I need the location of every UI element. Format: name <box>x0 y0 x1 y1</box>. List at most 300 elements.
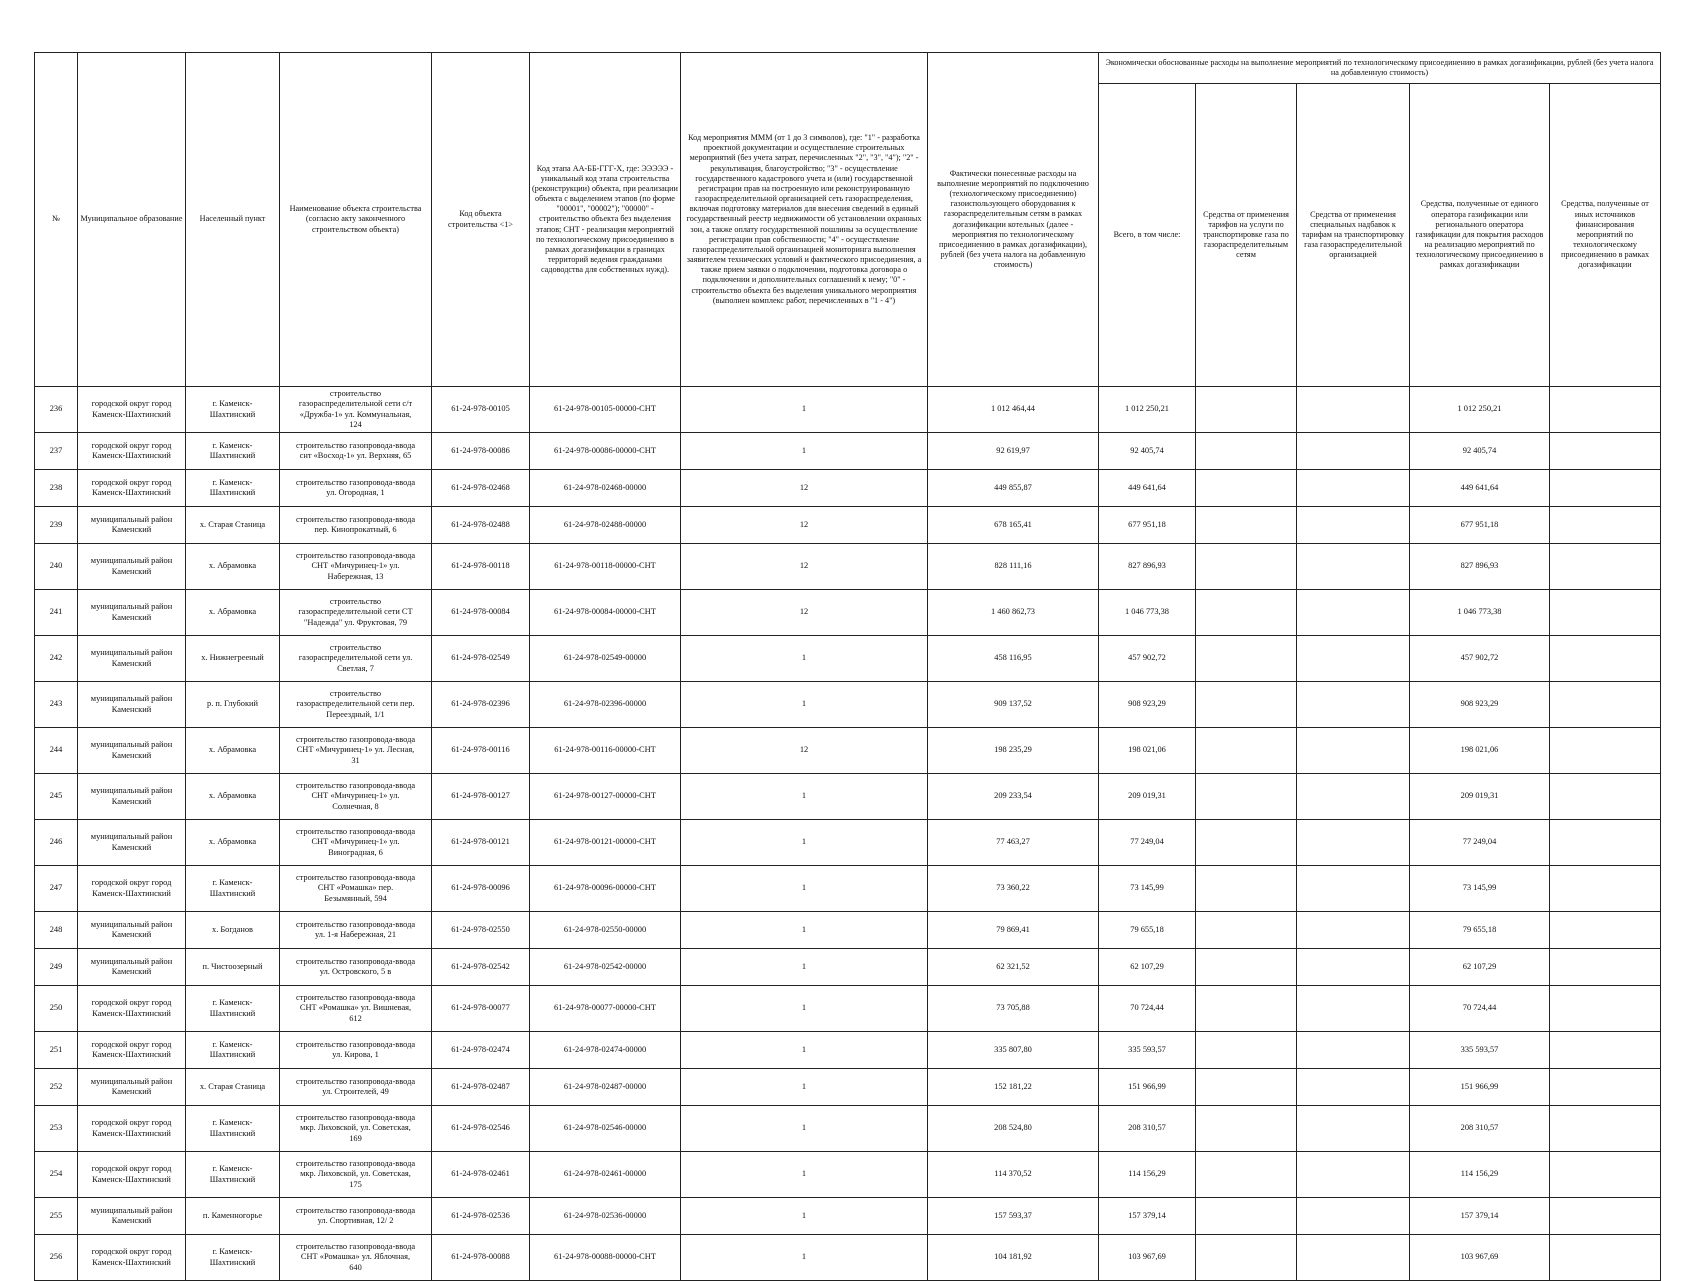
cell-markups <box>1297 636 1410 682</box>
cell-stage-code: 61-24-978-00121-00000-СНТ <box>530 820 681 866</box>
cell-tariffs <box>1196 1106 1297 1152</box>
costs-table <box>34 52 1661 1281</box>
cell-object-code: 61-24-978-02461 <box>432 1152 530 1198</box>
table-row <box>35 544 1661 590</box>
cell-stage-code: 61-24-978-02396-00000 <box>530 682 681 728</box>
cell-other-funds <box>1550 470 1661 507</box>
cell-num: 244 <box>35 728 78 774</box>
cell-municipality: муниципальный район Каменский <box>78 949 186 986</box>
cell-municipality: муниципальный район Каменский <box>78 544 186 590</box>
header-total: Всего, в том числе: <box>1099 84 1196 387</box>
cell-municipality: городской округ город Каменск-Шахтинский <box>78 866 186 912</box>
cell-municipality: муниципальный район Каменский <box>78 774 186 820</box>
cell-markups <box>1297 866 1410 912</box>
cell-other-funds <box>1550 728 1661 774</box>
cell-object-code: 61-24-978-02474 <box>432 1032 530 1069</box>
cell-num: 250 <box>35 986 78 1032</box>
table-header <box>35 53 1661 387</box>
cell-total: 335 593,57 <box>1099 1032 1196 1069</box>
cell-other-funds <box>1550 544 1661 590</box>
cell-object-code: 61-24-978-02487 <box>432 1069 530 1106</box>
cell-operator-funds: 73 145,99 <box>1410 866 1550 912</box>
cell-event-code: 1 <box>681 682 928 728</box>
cell-event-code: 1 <box>681 866 928 912</box>
cell-actual-costs: 909 137,52 <box>928 682 1099 728</box>
cell-actual-costs: 152 181,22 <box>928 1069 1099 1106</box>
cell-stage-code: 61-24-978-00116-00000-СНТ <box>530 728 681 774</box>
cell-other-funds <box>1550 507 1661 544</box>
cell-locality: х. Старая Станица <box>186 507 280 544</box>
cell-total: 457 902,72 <box>1099 636 1196 682</box>
table-row <box>35 774 1661 820</box>
cell-stage-code: 61-24-978-02536-00000 <box>530 1198 681 1235</box>
cell-municipality: городской округ город Каменск-Шахтинский <box>78 986 186 1032</box>
cell-locality: х. Абрамовка <box>186 728 280 774</box>
header-num: № <box>35 53 78 387</box>
cell-stage-code: 61-24-978-02474-00000 <box>530 1032 681 1069</box>
cell-actual-costs: 209 233,54 <box>928 774 1099 820</box>
cell-operator-funds: 70 724,44 <box>1410 986 1550 1032</box>
cell-actual-costs: 157 593,37 <box>928 1198 1099 1235</box>
cell-object-code: 61-24-978-00116 <box>432 728 530 774</box>
cell-municipality: муниципальный район Каменский <box>78 912 186 949</box>
report-sheet <box>34 52 1661 1281</box>
cell-total: 677 951,18 <box>1099 507 1196 544</box>
table-row <box>35 682 1661 728</box>
cell-actual-costs: 1 460 862,73 <box>928 590 1099 636</box>
cell-municipality: городской округ город Каменск-Шахтинский <box>78 1152 186 1198</box>
cell-event-code: 1 <box>681 387 928 433</box>
table-row <box>35 986 1661 1032</box>
cell-stage-code: 61-24-978-02487-00000 <box>530 1069 681 1106</box>
cell-event-code: 1 <box>681 636 928 682</box>
cell-stage-code: 61-24-978-00096-00000-СНТ <box>530 866 681 912</box>
cell-object-code: 61-24-978-02488 <box>432 507 530 544</box>
cell-operator-funds: 103 967,69 <box>1410 1235 1550 1281</box>
cell-markups <box>1297 774 1410 820</box>
cell-markups <box>1297 387 1410 433</box>
cell-num: 240 <box>35 544 78 590</box>
cell-num: 253 <box>35 1106 78 1152</box>
cell-other-funds <box>1550 682 1661 728</box>
table-row <box>35 507 1661 544</box>
cell-locality: г. Каменск- Шахтинский <box>186 470 280 507</box>
header-stage-code: Код этапа АА-ББ-ГГГ-Х, где: ЭЭЭЭЭ - уникальный код этапа строительства (реконструкции) объекта, при реализации объекта с выделением этапов (по форме "00001", "00002"); "00000" - строительство объекта без выделения этапов; СНТ - реализация мероприятий по технологическому присоединению в рамках догазификации в границах территорий ведения гражданами садоводства для собственных нужд). <box>530 53 681 387</box>
cell-other-funds <box>1550 636 1661 682</box>
cell-object-name: строительство газораспределительной сети ул. Светлая, 7 <box>280 636 432 682</box>
cell-object-name: строительство газопровода-ввода пер. Кинопрокатный, 6 <box>280 507 432 544</box>
cell-tariffs <box>1196 544 1297 590</box>
cell-actual-costs: 335 807,80 <box>928 1032 1099 1069</box>
cell-num: 256 <box>35 1235 78 1281</box>
cell-num: 248 <box>35 912 78 949</box>
cell-locality: г. Каменск- Шахтинский <box>186 1032 280 1069</box>
header-tariffs: Средства от применения тарифов на услуги по транспортировке газа по газораспределительным сетям <box>1196 84 1297 387</box>
cell-num: 237 <box>35 433 78 470</box>
cell-other-funds <box>1550 387 1661 433</box>
cell-event-code: 1 <box>681 912 928 949</box>
cell-locality: х. Богданов <box>186 912 280 949</box>
cell-object-name: строительство газопровода-ввода СНТ «Ромашка» пер. Безымянный, 594 <box>280 866 432 912</box>
cell-stage-code: 61-24-978-02549-00000 <box>530 636 681 682</box>
cell-num: 251 <box>35 1032 78 1069</box>
cell-total: 79 655,18 <box>1099 912 1196 949</box>
header-municipality: Муниципальное образование <box>78 53 186 387</box>
cell-operator-funds: 157 379,14 <box>1410 1198 1550 1235</box>
cell-object-name: строительство газопровода-ввода снт «Восход-1» ул. Верхняя, 65 <box>280 433 432 470</box>
cell-event-code: 1 <box>681 1235 928 1281</box>
cell-num: 243 <box>35 682 78 728</box>
cell-tariffs <box>1196 507 1297 544</box>
cell-operator-funds: 77 249,04 <box>1410 820 1550 866</box>
cell-stage-code: 61-24-978-02488-00000 <box>530 507 681 544</box>
cell-num: 247 <box>35 866 78 912</box>
table-row <box>35 820 1661 866</box>
cell-num: 254 <box>35 1152 78 1198</box>
cell-object-name: строительство газопровода-ввода СНТ «Мичуринец-1» ул. Набережная, 13 <box>280 544 432 590</box>
cell-total: 151 966,99 <box>1099 1069 1196 1106</box>
cell-operator-funds: 677 951,18 <box>1410 507 1550 544</box>
header-object-code: Код объекта строительства <1> <box>432 53 530 387</box>
cell-stage-code: 61-24-978-02461-00000 <box>530 1152 681 1198</box>
cell-stage-code: 61-24-978-00088-00000-СНТ <box>530 1235 681 1281</box>
cell-markups <box>1297 682 1410 728</box>
cell-event-code: 1 <box>681 820 928 866</box>
cell-actual-costs: 114 370,52 <box>928 1152 1099 1198</box>
cell-operator-funds: 62 107,29 <box>1410 949 1550 986</box>
cell-total: 77 249,04 <box>1099 820 1196 866</box>
cell-operator-funds: 114 156,29 <box>1410 1152 1550 1198</box>
cell-object-name: строительство газопровода-ввода мкр. Лиховской, ул. Советская, 169 <box>280 1106 432 1152</box>
cell-locality: х. Абрамовка <box>186 544 280 590</box>
table-row <box>35 636 1661 682</box>
cell-object-name: строительство газопровода-ввода ул. Спортивная, 12/ 2 <box>280 1198 432 1235</box>
cell-actual-costs: 62 321,52 <box>928 949 1099 986</box>
cell-tariffs <box>1196 820 1297 866</box>
cell-stage-code: 61-24-978-00105-00000-СНТ <box>530 387 681 433</box>
cell-num: 239 <box>35 507 78 544</box>
cell-object-code: 61-24-978-00121 <box>432 820 530 866</box>
cell-other-funds <box>1550 1235 1661 1281</box>
cell-markups <box>1297 986 1410 1032</box>
header-operator-funds: Средства, полученные от единого оператора газификации или регионального оператора газификации для покрытия расходов на реализацию мероприятий по технологическому присоединению в рамках догазификации <box>1410 84 1550 387</box>
cell-object-name: строительство газопровода-ввода СНТ «Ромашка» ул. Яблочная, 640 <box>280 1235 432 1281</box>
cell-other-funds <box>1550 1152 1661 1198</box>
cell-total: 1 046 773,38 <box>1099 590 1196 636</box>
cell-object-name: строительство газораспределительной сети пер. Переездный, 1/1 <box>280 682 432 728</box>
cell-stage-code: 61-24-978-00118-00000-СНТ <box>530 544 681 590</box>
header-other-funds: Средства, полученные от иных источников финансирования мероприятий по технологическому присоединению в рамках догазификации <box>1550 84 1661 387</box>
header-group-justified-costs: Экономически обоснованные расходы на выполнение мероприятий по технологическому присоединению в рамках догазификации, рублей (без учета налога на добавленную стоимость) <box>1099 53 1661 84</box>
header-locality: Населенный пункт <box>186 53 280 387</box>
header-actual-costs: Фактически понесенные расходы на выполнение мероприятий по подключению (технологическому присоединению) газоиспользующего оборудования к газораспределительным сетям в рамках догазификации котельных (далее - мероприятия по технологическому присоединению в рамках догазификации), рублей (без учета налога на добавленную стоимость) <box>928 53 1099 387</box>
cell-num: 242 <box>35 636 78 682</box>
cell-actual-costs: 79 869,41 <box>928 912 1099 949</box>
cell-event-code: 12 <box>681 590 928 636</box>
cell-locality: г. Каменск- Шахтинский <box>186 1106 280 1152</box>
cell-tariffs <box>1196 866 1297 912</box>
cell-locality: г. Каменск- Шахтинский <box>186 387 280 433</box>
cell-object-name: строительство газопровода-ввода мкр. Лиховской, ул. Советская, 175 <box>280 1152 432 1198</box>
cell-num: 252 <box>35 1069 78 1106</box>
cell-tariffs <box>1196 387 1297 433</box>
cell-markups <box>1297 1198 1410 1235</box>
cell-locality: х. Нижнегрееный <box>186 636 280 682</box>
cell-actual-costs: 449 855,87 <box>928 470 1099 507</box>
cell-tariffs <box>1196 636 1297 682</box>
table-row <box>35 1152 1661 1198</box>
cell-event-code: 1 <box>681 1106 928 1152</box>
cell-municipality: городской округ город Каменск-Шахтинский <box>78 1032 186 1069</box>
cell-other-funds <box>1550 433 1661 470</box>
cell-event-code: 1 <box>681 949 928 986</box>
cell-object-code: 61-24-978-00084 <box>432 590 530 636</box>
cell-object-name: строительство газопровода-ввода ул. Кирова, 1 <box>280 1032 432 1069</box>
cell-markups <box>1297 1235 1410 1281</box>
table-row <box>35 1106 1661 1152</box>
cell-event-code: 1 <box>681 1069 928 1106</box>
table-row <box>35 470 1661 507</box>
table-row <box>35 1032 1661 1069</box>
table-row <box>35 1069 1661 1106</box>
cell-stage-code: 61-24-978-02546-00000 <box>530 1106 681 1152</box>
cell-operator-funds: 827 896,93 <box>1410 544 1550 590</box>
cell-object-name: строительство газопровода-ввода СНТ «Мичуринец-1» ул. Солнечная, 8 <box>280 774 432 820</box>
cell-actual-costs: 678 165,41 <box>928 507 1099 544</box>
cell-stage-code: 61-24-978-00084-00000-СНТ <box>530 590 681 636</box>
cell-object-code: 61-24-978-02542 <box>432 949 530 986</box>
cell-locality: х. Старая Станица <box>186 1069 280 1106</box>
cell-locality: г. Каменск- Шахтинский <box>186 1152 280 1198</box>
cell-other-funds <box>1550 1198 1661 1235</box>
cell-tariffs <box>1196 1032 1297 1069</box>
cell-operator-funds: 79 655,18 <box>1410 912 1550 949</box>
cell-municipality: муниципальный район Каменский <box>78 636 186 682</box>
cell-operator-funds: 449 641,64 <box>1410 470 1550 507</box>
cell-tariffs <box>1196 774 1297 820</box>
cell-markups <box>1297 820 1410 866</box>
cell-other-funds <box>1550 912 1661 949</box>
cell-num: 238 <box>35 470 78 507</box>
cell-num: 245 <box>35 774 78 820</box>
table-row <box>35 912 1661 949</box>
cell-total: 449 641,64 <box>1099 470 1196 507</box>
cell-object-code: 61-24-978-02396 <box>432 682 530 728</box>
cell-total: 198 021,06 <box>1099 728 1196 774</box>
cell-locality: г. Каменск- Шахтинский <box>186 1235 280 1281</box>
cell-total: 92 405,74 <box>1099 433 1196 470</box>
table-row <box>35 1235 1661 1281</box>
cell-tariffs <box>1196 1198 1297 1235</box>
cell-markups <box>1297 1069 1410 1106</box>
table-row <box>35 387 1661 433</box>
cell-object-code: 61-24-978-00127 <box>432 774 530 820</box>
table-body <box>35 387 1661 1281</box>
cell-municipality: муниципальный район Каменский <box>78 682 186 728</box>
cell-event-code: 1 <box>681 1032 928 1069</box>
table-row <box>35 590 1661 636</box>
cell-event-code: 1 <box>681 986 928 1032</box>
cell-locality: г. Каменск- Шахтинский <box>186 866 280 912</box>
cell-operator-funds: 335 593,57 <box>1410 1032 1550 1069</box>
cell-operator-funds: 151 966,99 <box>1410 1069 1550 1106</box>
cell-markups <box>1297 433 1410 470</box>
cell-other-funds <box>1550 949 1661 986</box>
cell-tariffs <box>1196 470 1297 507</box>
cell-other-funds <box>1550 774 1661 820</box>
cell-locality: п. Чистоозерный <box>186 949 280 986</box>
cell-actual-costs: 73 360,22 <box>928 866 1099 912</box>
cell-actual-costs: 198 235,29 <box>928 728 1099 774</box>
cell-total: 114 156,29 <box>1099 1152 1196 1198</box>
cell-object-name: строительство газопровода-ввода СНТ «Мичуринец-1» ул. Виноградная, 6 <box>280 820 432 866</box>
cell-markups <box>1297 470 1410 507</box>
cell-actual-costs: 1 012 464,44 <box>928 387 1099 433</box>
cell-actual-costs: 92 619,97 <box>928 433 1099 470</box>
cell-total: 62 107,29 <box>1099 949 1196 986</box>
cell-locality: р. п. Глубокий <box>186 682 280 728</box>
cell-object-name: строительство газопровода-ввода ул. Строителей, 49 <box>280 1069 432 1106</box>
table-row <box>35 1198 1661 1235</box>
cell-object-code: 61-24-978-00096 <box>432 866 530 912</box>
cell-total: 208 310,57 <box>1099 1106 1196 1152</box>
cell-object-code: 61-24-978-02468 <box>432 470 530 507</box>
cell-tariffs <box>1196 1069 1297 1106</box>
cell-municipality: муниципальный район Каменский <box>78 728 186 774</box>
cell-actual-costs: 458 116,95 <box>928 636 1099 682</box>
cell-operator-funds: 198 021,06 <box>1410 728 1550 774</box>
cell-object-code: 61-24-978-00105 <box>432 387 530 433</box>
cell-tariffs <box>1196 912 1297 949</box>
cell-object-code: 61-24-978-02549 <box>432 636 530 682</box>
cell-tariffs <box>1196 682 1297 728</box>
cell-municipality: муниципальный район Каменский <box>78 820 186 866</box>
cell-operator-funds: 92 405,74 <box>1410 433 1550 470</box>
cell-markups <box>1297 590 1410 636</box>
cell-operator-funds: 208 310,57 <box>1410 1106 1550 1152</box>
cell-object-name: строительство газораспределительной сети СТ "Надежда" ул. Фруктовая, 79 <box>280 590 432 636</box>
cell-event-code: 12 <box>681 470 928 507</box>
cell-locality: х. Абрамовка <box>186 820 280 866</box>
cell-stage-code: 61-24-978-02468-00000 <box>530 470 681 507</box>
cell-total: 103 967,69 <box>1099 1235 1196 1281</box>
cell-event-code: 1 <box>681 433 928 470</box>
cell-object-code: 61-24-978-00118 <box>432 544 530 590</box>
cell-event-code: 1 <box>681 774 928 820</box>
cell-locality: г. Каменск- Шахтинский <box>186 986 280 1032</box>
cell-other-funds <box>1550 1106 1661 1152</box>
cell-markups <box>1297 544 1410 590</box>
cell-municipality: городской округ город Каменск-Шахтинский <box>78 1235 186 1281</box>
cell-markups <box>1297 1152 1410 1198</box>
cell-markups <box>1297 949 1410 986</box>
cell-markups <box>1297 912 1410 949</box>
cell-municipality: городской округ город Каменск-Шахтинский <box>78 1106 186 1152</box>
cell-tariffs <box>1196 590 1297 636</box>
cell-tariffs <box>1196 433 1297 470</box>
cell-tariffs <box>1196 1235 1297 1281</box>
cell-stage-code: 61-24-978-00077-00000-СНТ <box>530 986 681 1032</box>
cell-event-code: 12 <box>681 728 928 774</box>
cell-total: 70 724,44 <box>1099 986 1196 1032</box>
cell-actual-costs: 73 705,88 <box>928 986 1099 1032</box>
cell-object-name: строительство газопровода-ввода ул. Огородная, 1 <box>280 470 432 507</box>
cell-locality: п. Каменногорье <box>186 1198 280 1235</box>
cell-locality: х. Абрамовка <box>186 774 280 820</box>
cell-other-funds <box>1550 986 1661 1032</box>
cell-event-code: 1 <box>681 1152 928 1198</box>
cell-actual-costs: 208 524,80 <box>928 1106 1099 1152</box>
cell-object-code: 61-24-978-00088 <box>432 1235 530 1281</box>
cell-stage-code: 61-24-978-02550-00000 <box>530 912 681 949</box>
cell-other-funds <box>1550 866 1661 912</box>
cell-other-funds <box>1550 590 1661 636</box>
cell-operator-funds: 1 012 250,21 <box>1410 387 1550 433</box>
cell-total: 73 145,99 <box>1099 866 1196 912</box>
cell-object-code: 61-24-978-00077 <box>432 986 530 1032</box>
cell-municipality: городской округ город Каменск-Шахтинский <box>78 433 186 470</box>
cell-actual-costs: 828 111,16 <box>928 544 1099 590</box>
cell-object-code: 61-24-978-00086 <box>432 433 530 470</box>
cell-event-code: 12 <box>681 544 928 590</box>
cell-event-code: 12 <box>681 507 928 544</box>
cell-object-name: строительство газопровода-ввода СНТ «Мичуринец-1» ул. Лесная, 31 <box>280 728 432 774</box>
cell-locality: г. Каменск- Шахтинский <box>186 433 280 470</box>
cell-total: 157 379,14 <box>1099 1198 1196 1235</box>
cell-total: 908 923,29 <box>1099 682 1196 728</box>
table-row <box>35 949 1661 986</box>
cell-stage-code: 61-24-978-00127-00000-СНТ <box>530 774 681 820</box>
header-object-name: Наименование объекта строительства (согласно акту законченного строительством объекта) <box>280 53 432 387</box>
cell-tariffs <box>1196 728 1297 774</box>
cell-num: 255 <box>35 1198 78 1235</box>
cell-event-code: 1 <box>681 1198 928 1235</box>
cell-num: 236 <box>35 387 78 433</box>
header-event-code: Код мероприятия МММ (от 1 до 3 символов), где: "1" - разработка проектной документации и осуществление строительных мероприятий (без учета затрат, перечисленных "2", "3", "4"); "2" - рекультивация, благоустройство; "3" - осуществление государственного кадастрового учета и (или) государственной регистрации прав на построенную или реконструированную газораспределительной организацией сеть газораспределения, включая подготовку материалов для внесения сведений в единый государственный реестр недвижимости об установлении охранных зон, а также оплату государственной пошлины за осуществление регистрации прав собственности; "4" - осуществление газораспределительной организацией мониторинга выполнения заявителем технических условий и фактического присоединения, а также прием заявки о подключении, подготовка договора о подключении и дополнительных соглашений к нему; "0" - строительство объекта без выделения уникального мероприятия (выполнен комплекс работ, перечисленных в "1 - 4") <box>681 53 928 387</box>
cell-total: 1 012 250,21 <box>1099 387 1196 433</box>
cell-operator-funds: 457 902,72 <box>1410 636 1550 682</box>
cell-markups <box>1297 728 1410 774</box>
cell-markups <box>1297 1032 1410 1069</box>
cell-object-name: строительство газопровода-ввода СНТ «Ромашка» ул. Вишневая, 612 <box>280 986 432 1032</box>
cell-total: 827 896,93 <box>1099 544 1196 590</box>
cell-municipality: городской округ город Каменск-Шахтинский <box>78 387 186 433</box>
cell-object-code: 61-24-978-02550 <box>432 912 530 949</box>
cell-tariffs <box>1196 1152 1297 1198</box>
cell-other-funds <box>1550 1032 1661 1069</box>
table-row <box>35 728 1661 774</box>
cell-actual-costs: 104 181,92 <box>928 1235 1099 1281</box>
cell-municipality: муниципальный район Каменский <box>78 507 186 544</box>
cell-tariffs <box>1196 986 1297 1032</box>
cell-operator-funds: 209 019,31 <box>1410 774 1550 820</box>
cell-tariffs <box>1196 949 1297 986</box>
cell-object-code: 61-24-978-02536 <box>432 1198 530 1235</box>
cell-operator-funds: 1 046 773,38 <box>1410 590 1550 636</box>
cell-markups <box>1297 507 1410 544</box>
cell-num: 241 <box>35 590 78 636</box>
cell-municipality: муниципальный район Каменский <box>78 1069 186 1106</box>
cell-locality: х. Абрамовка <box>186 590 280 636</box>
cell-object-name: строительство газопровода-ввода ул. Островского, 5 в <box>280 949 432 986</box>
cell-operator-funds: 908 923,29 <box>1410 682 1550 728</box>
cell-object-name: строительство газопровода-ввода ул. 1-я Набережная, 21 <box>280 912 432 949</box>
cell-total: 209 019,31 <box>1099 774 1196 820</box>
cell-object-name: строительство газораспределительной сети с/т «Дружба-1» ул. Коммунальная, 124 <box>280 387 432 433</box>
header-markups: Средства от применения специальных надбавок к тарифам на транспортировку газа газораспределительной организацией <box>1297 84 1410 387</box>
cell-markups <box>1297 1106 1410 1152</box>
cell-object-code: 61-24-978-02546 <box>432 1106 530 1152</box>
